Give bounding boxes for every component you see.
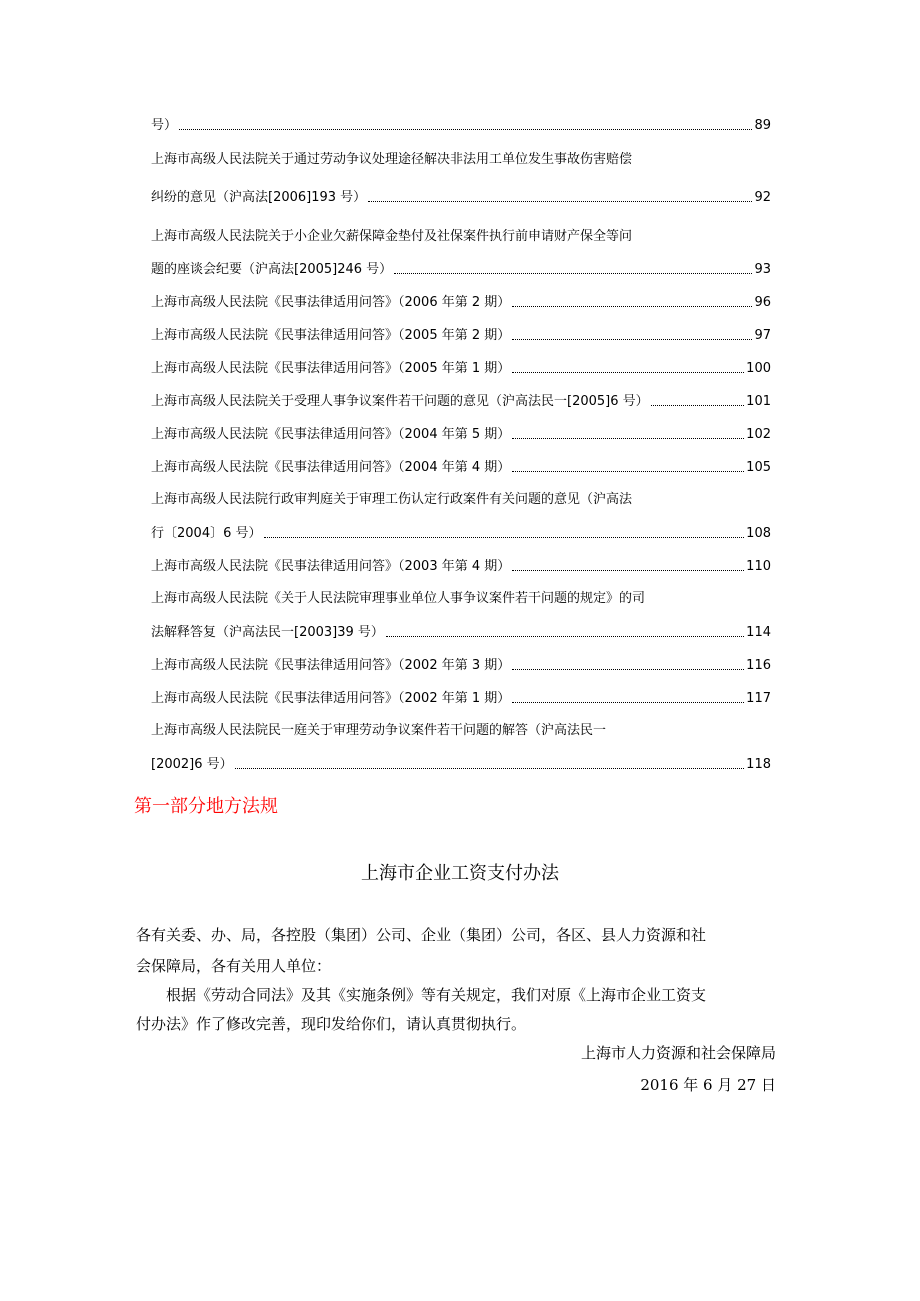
toc-entry-title[interactable]: 上海市高级人民法院行政审判庭关于审理工伤认定行政案件有关问题的意见（沪高法 [151,492,633,507]
toc-entry-title: 题的座谈会纪要（沪高法[2005]246 号） [151,262,393,277]
toc-page-number: 89 [754,118,771,133]
toc-page-number: 108 [746,526,771,541]
toc-page-number: 117 [746,691,771,706]
body-line: 各有关委、办、局，各控股（集团）公司、企业（集团）公司，各区、县人力资源和社 [136,926,707,944]
toc-entry[interactable] [151,456,771,476]
toc-leader-dots [512,701,744,703]
toc-entry[interactable] [151,258,771,278]
toc-entry[interactable] [151,114,771,134]
toc-page-number: 92 [754,190,771,205]
toc-page-number: 114 [746,625,771,640]
toc-page-number: 96 [754,295,771,310]
toc-page-number: 110 [746,559,771,574]
toc-entry-title: 上海市高级人民法院《民事法律适用问答》（2003 年第 4 期） [151,559,511,574]
part-heading: 第一部分地方法规 [134,796,278,817]
toc-leader-dots [512,668,744,670]
toc-entry-title: [2002]6 号） [151,757,233,772]
toc-leader-dots [179,128,752,130]
toc-page-number: 105 [746,460,771,475]
toc-leader-dots [235,767,745,769]
toc-entry-title[interactable]: 上海市高级人民法院民一庭关于审理劳动争议案件若干问题的解答（沪高法民一 [151,723,607,738]
toc-leader-dots [512,569,744,571]
toc-leader-dots [394,272,752,274]
toc-entry[interactable] [151,357,771,377]
toc-entry-title: 上海市高级人民法院《民事法律适用问答》（2005 年第 1 期） [151,361,511,376]
toc-page-number: 101 [746,394,771,409]
toc-entry[interactable] [151,753,771,773]
toc-entry-title: 行〔2004〕6 号） [151,526,262,541]
toc-entry[interactable] [151,423,771,443]
body-line: 会保障局，各有关用人单位： [136,957,332,975]
toc-page-number: 102 [746,427,771,442]
body-line: 根据《劳动合同法》及其《实施条例》等有关规定，我们对原《上海市企业工资支 [166,986,707,1004]
toc-entry[interactable] [151,687,771,707]
toc-entry[interactable] [151,186,771,206]
toc-entry[interactable] [151,555,771,575]
signature: 上海市人力资源和社会保障局 [580,1044,776,1062]
toc-entry-title: 上海市高级人民法院《民事法律适用问答》（2004 年第 5 期） [151,427,511,442]
toc-entry[interactable] [151,621,771,641]
toc-entry[interactable] [151,324,771,344]
toc-entry-title[interactable]: 上海市高级人民法院关于小企业欠薪保障金垫付及社保案件执行前申请财产保全等问 [151,229,633,244]
toc-page-number: 93 [754,262,771,277]
toc-leader-dots [512,371,744,373]
toc-entry-title: 上海市高级人民法院《民事法律适用问答》（2002 年第 1 期） [151,691,511,706]
toc-entry[interactable] [151,522,771,542]
toc-page-number: 116 [746,658,771,673]
toc-leader-dots [651,404,745,406]
signature-date: 2016 年 6 月 27 日 [640,1076,776,1094]
toc-entry-title: 上海市高级人民法院《民事法律适用问答》（2004 年第 4 期） [151,460,511,475]
toc-entry-title[interactable]: 上海市高级人民法院关于通过劳动争议处理途径解决非法用工单位发生事故伤害赔偿 [151,152,633,167]
toc-page-number: 97 [754,328,771,343]
toc-entry-title: 上海市高级人民法院《民事法律适用问答》（2005 年第 2 期） [151,328,511,343]
toc-leader-dots [368,200,752,202]
toc-entry-title: 号） [151,118,178,133]
toc-entry-title: 上海市高级人民法院《民事法律适用问答》（2002 年第 3 期） [151,658,511,673]
toc-leader-dots [512,338,752,340]
toc-entry[interactable] [151,390,771,410]
body-line: 付办法》作了修改完善，现印发给你们，请认真贯彻执行。 [136,1015,527,1033]
toc-entry-title[interactable]: 上海市高级人民法院《关于人民法院审理事业单位人事争议案件若干问题的规定》的司 [151,591,646,606]
toc-leader-dots [512,470,744,472]
toc-leader-dots [512,305,752,307]
toc-leader-dots [386,635,744,637]
toc-page-number: 100 [746,361,771,376]
toc-leader-dots [264,536,745,538]
toc-leader-dots [512,437,744,439]
toc-entry-title: 纠纷的意见（沪高法[2006]193 号） [151,190,367,205]
toc-page-number: 118 [746,757,771,772]
toc-entry-title: 法解释答复（沪高法民一[2003]39 号） [151,625,384,640]
document-title: 上海市企业工资支付办法 [361,863,559,884]
toc-entry[interactable] [151,291,771,311]
toc-entry-title: 上海市高级人民法院《民事法律适用问答》（2006 年第 2 期） [151,295,511,310]
toc-entry[interactable] [151,654,771,674]
toc-entry-title: 上海市高级人民法院关于受理人事争议案件若干问题的意见（沪高法民一[2005]6 号） [151,394,649,409]
